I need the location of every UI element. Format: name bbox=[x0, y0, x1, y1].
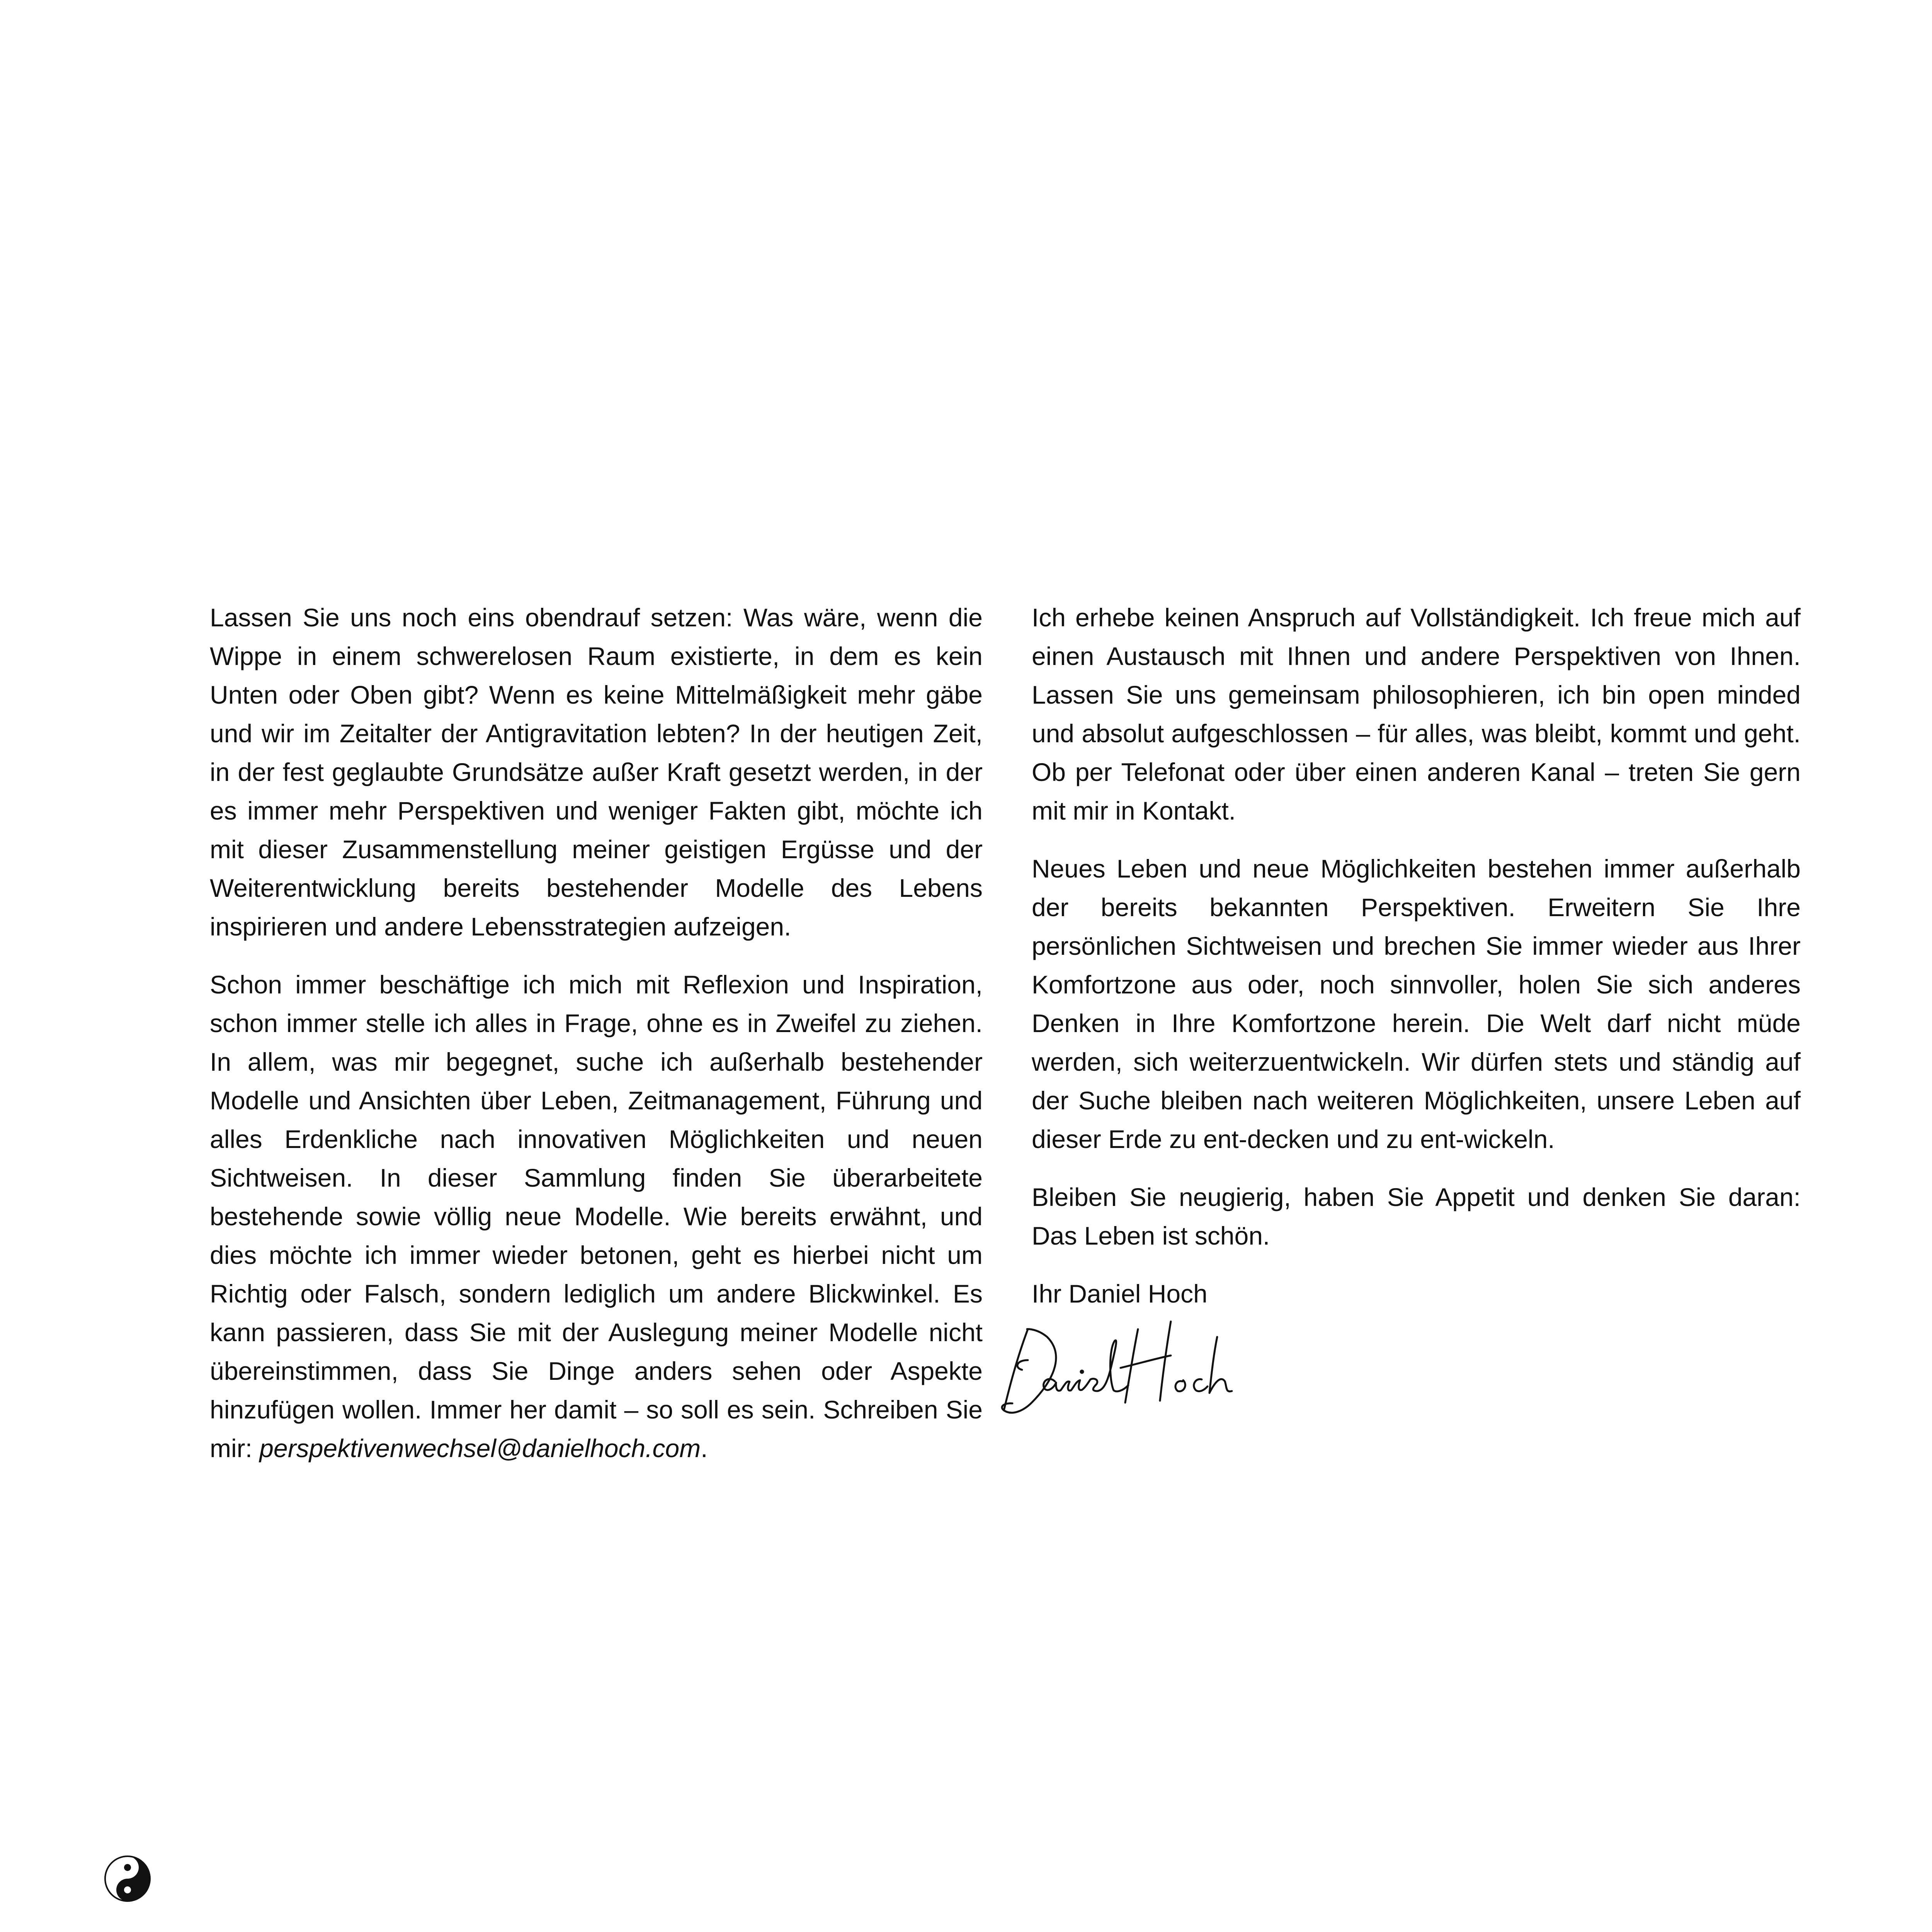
left-text-column bbox=[210, 598, 983, 1487]
left-paragraph-1: Lassen Sie uns noch eins obendrauf setzen: Was wäre, wenn die Wippe in einem schwerelosen Raum existierte, in dem es kein Unten oder Oben gibt? Wenn es keine Mittelmäßigkeit mehr gäbe und wir im Zeitalter der Antigravitation lebten? In der heutigen Zeit, in der fest geglaubte Grundsätze außer Kraft gesetzt werden, in der es immer mehr Perspektiven und weniger Fakten gibt, möchte ich mit dieser Zusammenstellung meiner geistigen Ergüsse und der Weiterentwicklung bereits bestehender Modelle des Lebens inspirieren und andere Lebensstrategien aufzeigen. bbox=[210, 603, 983, 941]
handwritten-signature bbox=[1001, 1314, 1294, 1430]
sign-off: Ihr Daniel Hoch bbox=[1032, 1279, 1208, 1308]
left-paragraph-2-text: Schon immer beschäftige ich mich mit Reflexion und Inspiration, schon immer stelle ich alles in Frage, ohne es in Zweifel zu ziehen. In allem, was mir begegnet, suche ich außerhalb bestehender Modelle und Ansichten über Leben, Zeitmanagement, Führung und alles Erdenkliche nach innovativen Möglichkeiten und neuen Sichtweisen. In dieser Sammlung finden Sie überarbeitete bestehende sowie völlig neue Modelle. Wie bereits erwähnt, und dies möchte ich immer wieder betonen, geht es hierbei nicht um Richtig oder Falsch, sondern lediglich um andere Blickwinkel. Es kann passieren, dass Sie mit der Auslegung meiner Modelle nicht übereinstimmen, dass Sie Dinge anders sehen oder Aspekte hinzufügen wollen. Immer her damit – so soll es sein. Schreiben Sie mir: bbox=[210, 970, 983, 1463]
left-paragraph-2-end: . bbox=[701, 1434, 708, 1463]
right-text-column bbox=[1032, 598, 1801, 1332]
yin-yang-icon bbox=[104, 1855, 151, 1903]
right-paragraph-1: Ich erhebe keinen Anspruch auf Vollständigkeit. Ich freue mich auf einen Austausch mit Ihnen und andere Perspektiven von Ihnen. Lassen Sie uns gemeinsam philosophieren, ich bin open minded und absolut aufgeschlossen – für alles, was bleibt, kommt und geht. Ob per Telefonat oder über einen anderen Kanal – treten Sie gern mit mir in Kontakt. bbox=[1032, 603, 1801, 825]
email-link[interactable]: perspektivenwechsel@danielhoch.com bbox=[259, 1434, 701, 1463]
right-paragraph-3: Bleiben Sie neugierig, haben Sie Appetit und denken Sie daran: Das Leben ist schön. bbox=[1032, 1183, 1801, 1250]
right-paragraph-2: Neues Leben und neue Möglichkeiten bestehen immer außerhalb der bereits bekannten Perspektiven. Erweitern Sie Ihre persönlichen Sichtweisen und brechen Sie immer wieder aus Ihrer Komfortzone aus oder, noch sinnvoller, holen Sie sich anderes Denken in Ihre Komfortzone herein. Die Welt darf nicht müde werden, sich weiterzuentwickeln. Wir dürfen stets und ständig auf der Suche bleiben nach weiteren Möglichkeiten, unsere Leben auf dieser Erde zu ent-decken und zu ent-wickeln. bbox=[1032, 854, 1801, 1153]
left-paragraph-2 bbox=[210, 965, 983, 1468]
